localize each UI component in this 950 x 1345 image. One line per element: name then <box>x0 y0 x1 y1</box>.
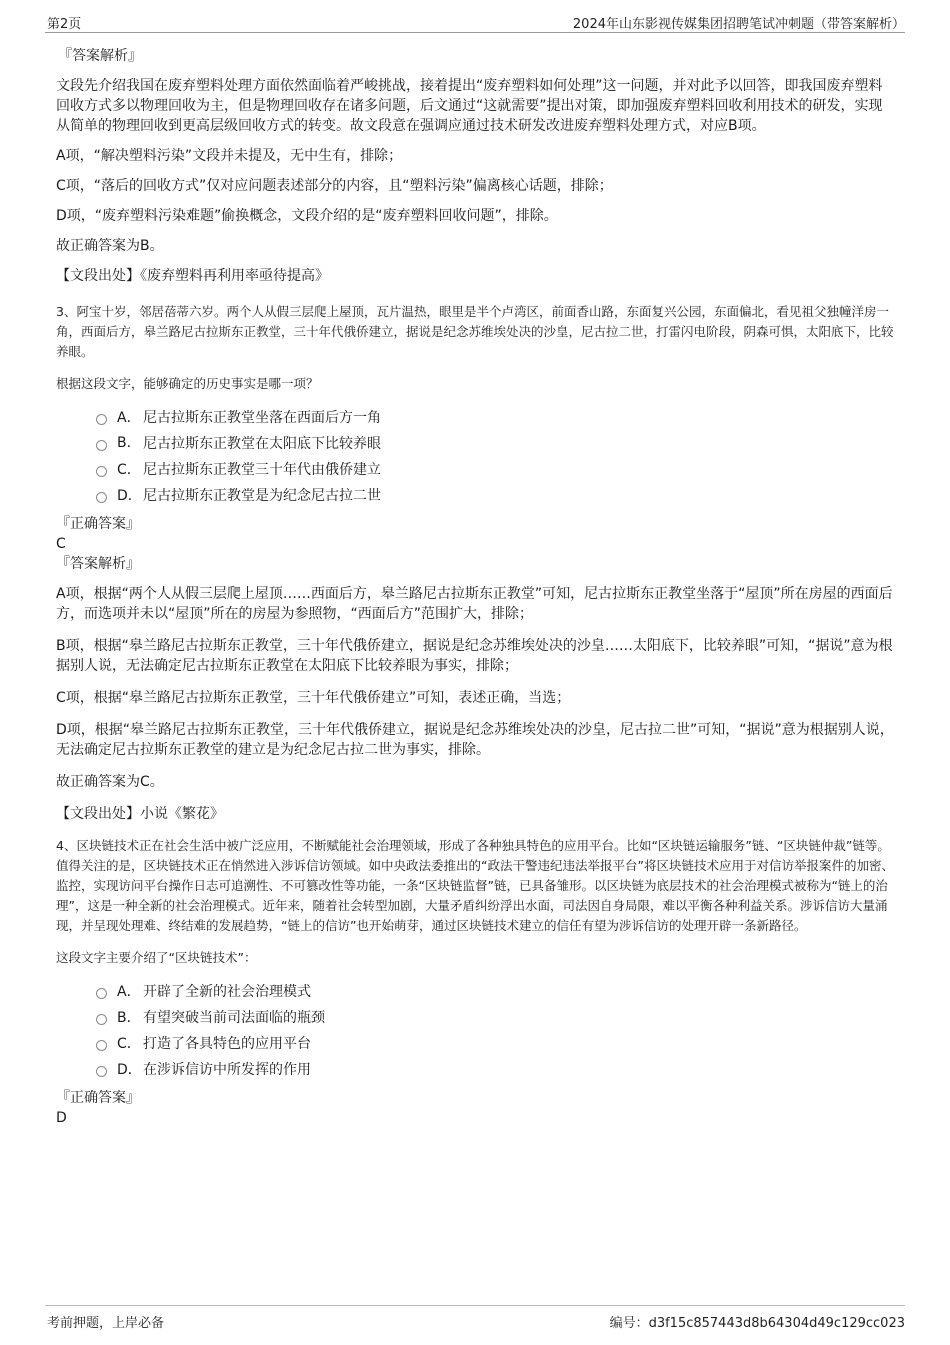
option-letter: A． <box>117 410 141 426</box>
q4-option-b[interactable] <box>96 1004 894 1030</box>
q3-option-d-analysis: D项，根据“皋兰路尼古拉斯东正教堂，三十年代俄侨建立，据说是纪念苏维埃处决的沙皇，尼古拉二世”可知，“据说”意为根据别人说，无法确定尼古拉斯东正教堂的建立是为纪念尼古拉二世为事实，排除。 <box>56 722 894 758</box>
page-number: 第2页 <box>47 17 82 32</box>
radio-icon[interactable] <box>96 440 107 451</box>
q4-answer-label: 『正确答案』 <box>56 1090 140 1106</box>
option-text: 尼古拉斯东正教堂是为纪念尼古拉二世 <box>143 488 381 504</box>
q3-source: 【文段出处】小说《繁花》 <box>56 806 224 822</box>
radio-icon[interactable] <box>96 414 107 425</box>
q2-analysis-label: 『答案解析』 <box>58 48 142 64</box>
q3-option-c-analysis: C项，根据“皋兰路尼古拉斯东正教堂，三十年代俄侨建立”可知，表述正确，当选； <box>56 690 571 706</box>
document-title: 2024年山东影视传媒集团招聘笔试冲刺题（带答案解析） <box>572 17 905 32</box>
q4-answer: D <box>56 1110 67 1126</box>
q4-question: 这段文字主要介绍了“区块链技术”： <box>56 950 257 965</box>
page-header <box>45 10 905 33</box>
q2-conclusion: 故正确答案为B。 <box>56 238 164 254</box>
q3-option-b-analysis: B项，根据“皋兰路尼古拉斯东正教堂，三十年代俄侨建立，据说是纪念苏维埃处决的沙皇……太阳底下，比较养眼”可知，“据说”意为根据别人说，无法确定尼古拉斯东正教堂在太阳底下比较养眼为事实，排除； <box>56 638 893 674</box>
option-text: 尼古拉斯东正教堂坐落在西面后方一角 <box>143 410 381 426</box>
radio-icon[interactable] <box>96 1040 107 1051</box>
radio-icon[interactable] <box>96 492 107 503</box>
option-letter: C． <box>117 1036 141 1052</box>
q3-answer: C <box>56 536 66 552</box>
option-letter: A． <box>117 984 141 1000</box>
q4-options <box>56 978 894 1082</box>
radio-icon[interactable] <box>96 988 107 999</box>
page-footer <box>45 1305 905 1330</box>
q2-option-c-analysis: C项，“落后的回收方式”仅对应问题表述部分的内容，且“塑料污染”偏离核心话题，排除； <box>56 178 613 194</box>
radio-icon[interactable] <box>96 1014 107 1025</box>
q3-options <box>56 404 894 508</box>
footer-slogan: 考前押题，上岸必备 <box>47 1316 165 1331</box>
q3-option-b[interactable] <box>96 430 894 456</box>
document-body <box>56 46 894 1128</box>
q3-option-a[interactable] <box>96 404 894 430</box>
q3-option-d[interactable] <box>96 482 894 508</box>
q3-conclusion: 故正确答案为C。 <box>56 774 164 790</box>
q2-option-d-analysis: D项，“废弃塑料污染难题”偷换概念，文段介绍的是“废弃塑料回收问题”，排除。 <box>56 208 558 224</box>
q3-option-a-analysis: A项，根据“两个人从假三层爬上屋顶……西面后方，皋兰路尼古拉斯东正教堂”可知，尼古拉斯东正教堂坐落于“屋顶”所在房屋的西面后方，而选项并未以“屋顶”所在的房屋为参照物，“西面后方”范围扩大，排除； <box>56 586 893 622</box>
q2-analysis-text: 文段先介绍我国在废弃塑料处理方面依然面临着严峻挑战，接着提出“废弃塑料如何处理”这一问题，并对此予以回答，即我国废弃塑料回收方式多以物理回收为主，但是物理回收存在诸多问题，后文通过“这就需要”提出对策，即加强废弃塑料回收利用技术的研发，实现从简单的物理回收到更高层级回收方式的转变。故文段意在强调应通过技术研发改进废弃塑料处理方式，对应B项。 <box>56 78 883 134</box>
document-id: 编号：d3f15c857443d8b64304d49c129cc023 <box>609 1316 905 1331</box>
option-letter: B． <box>117 1010 141 1026</box>
q3-question: 根据这段文字，能够确定的历史事实是哪一项？ <box>56 376 319 391</box>
q3-answer-label: 『正确答案』 <box>56 516 140 532</box>
option-letter: C． <box>117 462 141 478</box>
q3-option-c[interactable] <box>96 456 894 482</box>
option-letter: B. <box>117 435 132 451</box>
radio-icon[interactable] <box>96 466 107 477</box>
q2-option-a-analysis: A项，“解决塑料污染”文段并未提及，无中生有，排除； <box>56 148 403 164</box>
q3-stem: 3、阿宝十岁，邻居蓓蒂六岁。两个人从假三层爬上屋顶，瓦片温热，眼里是半个卢湾区，前面香山路，东面复兴公园，东面偏北，看见祖父独幢洋房一角，西面后方，皋兰路尼古拉斯东正教堂，三十年代俄侨建立，据说是纪念苏维埃处决的沙皇，尼古拉二世，打雷闪电阶段，阴森可惧，太阳底下，比较养眼。 <box>56 304 894 359</box>
option-text: 在涉诉信访中所发挥的作用 <box>143 1062 311 1078</box>
radio-icon[interactable] <box>96 1066 107 1077</box>
option-letter: D． <box>117 1062 142 1078</box>
q2-source: 【文段出处】《废弃塑料再利用率亟待提高》 <box>56 268 329 284</box>
option-text: 尼古拉斯东正教堂三十年代由俄侨建立 <box>143 462 381 478</box>
q4-option-d[interactable] <box>96 1056 894 1082</box>
q3-analysis-label: 『答案解析』 <box>56 556 140 572</box>
option-text: 尼古拉斯东正教堂在太阳底下比较养眼 <box>143 436 381 452</box>
option-text: 有望突破当前司法面临的瓶颈 <box>143 1010 325 1026</box>
option-text: 打造了各具特色的应用平台 <box>143 1036 311 1052</box>
option-letter: D． <box>117 488 142 504</box>
q4-option-a[interactable] <box>96 978 894 1004</box>
q4-stem: 4、区块链技术正在社会生活中被广泛应用，不断赋能社会治理领域，形成了各种独具特色的应用平台。比如“区块链运输服务”链、“区块链仲裁”链等。值得关注的是，区块链技术正在悄然进入涉诉信访领域。如中央政法委推出的“政法干警违纪违法举报平台”将区块链技术应用于对信访举报案件的加密、监控，实现访问平台操作日志可追溯性、不可篡改性等功能，一条“区块链监督”链，已具备雏形。以区块链为底层技术的社会治理模式被称为“链上的治理”，这是一种全新的社会治理模式。近年来，随着社会转型加剧，大量矛盾纠纷浮出水面，司法因自身局限，难以平衡各种利益关系。涉诉信访大量涌现，并呈现处理难、终结难的发展趋势，“链上的信访”也开始萌芽，通过区块链技术建立的信任有望为涉诉信访的处理开辟一条新路径。 <box>56 838 894 933</box>
q4-option-c[interactable] <box>96 1030 894 1056</box>
option-text: 开辟了全新的社会治理模式 <box>143 984 311 1000</box>
